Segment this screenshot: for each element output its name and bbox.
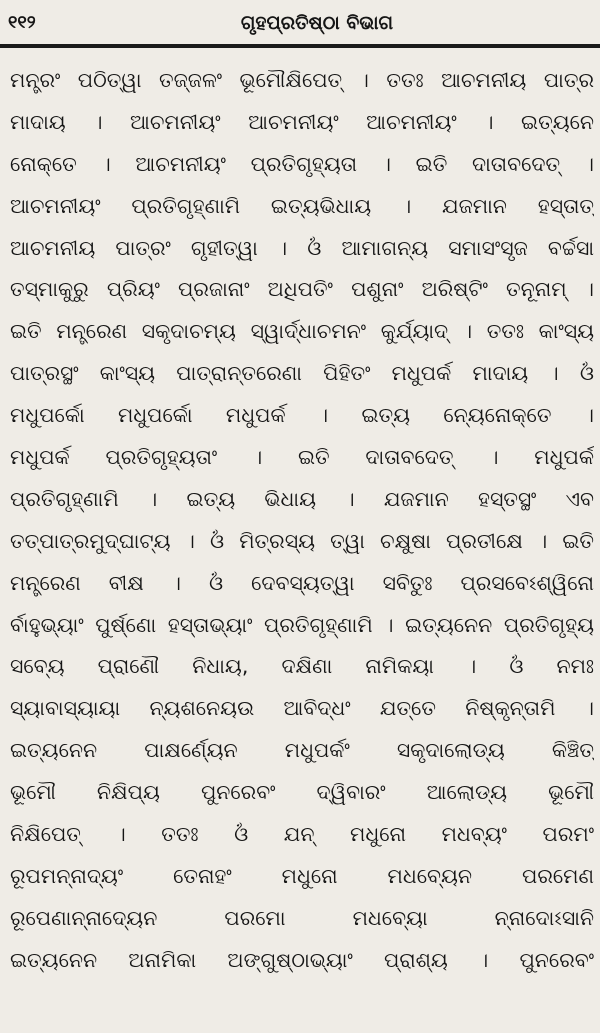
text-line: ଇତ୍ୟନେନ ପାକ୍ଷର୍ଣ୍ୟେନ ମଧୁପର୍କଂ ସକୃଦାଲୋଡ୍ୟ କିଞ୍ଚିତ୍	[10, 738, 594, 763]
text-line: ଆଚମନୀୟଂ ପ୍ରତିଗୃହ୍ଣାମି ଇତ୍ୟଭିଧାୟ । ଯଜମାନ ହସ୍ତାତ୍	[10, 193, 594, 218]
text-line: ଇତ୍ୟନେନ ଅନାମିକା ଅଙ୍ଗୁଷ୍ଠାଭ୍ୟାଂ ପ୍ରାଶ୍ୟ । ପୁନରେବଂ	[10, 947, 594, 972]
page-header	[0, 0, 600, 48]
text-line: ଇତି ମନ୍ତ୍ରେଣ ସକୃଦାଚମ୍ୟ ସ୍ୱାର୍ଦ୍ଧାଚମନଂ କୁର୍ଯ୍ୟାଦ୍ । ତତଃ କାଂସ୍ୟ	[10, 319, 594, 344]
body-text	[10, 60, 594, 1025]
running-title: ଗୃହପ୍ରତିଷ୍ଠା ବିଭାଗ	[240, 12, 394, 34]
text-line: ତସ୍ମାକୁରୁ ପ୍ରିୟଂ ପ୍ରଜାନାଂ ଅଧିପତିଂ ପଶୁନାଂ ଅରିଷ୍ଟିଂ ତନୂନାମ୍ ।	[10, 277, 594, 302]
text-line: ମାଦାୟ । ଆଚମନୀୟଂ ଆଚମନୀୟଂ ଆଚମନୀୟଂ । ଇତ୍ୟନେ	[10, 109, 594, 134]
text-line: ପାତ୍ରସ୍ଥଂ କାଂସ୍ୟ ପାତ୍ରାନ୍ତରେଣା ପିହିତଂ ମଧୁପର୍କ ମାଦାୟ । ଓଁ	[10, 361, 594, 386]
text-line: ମନ୍ତ୍ରଂ ପଠିତ୍ୱା ତଜ୍ଜଳଂ ଭୂମୌକ୍ଷିପେତ୍ । ତତଃ ଆଚମନୀୟ ପାତ୍ର	[10, 68, 594, 92]
text-line: ରୂପେଣାନ୍ନାଦ୍ୟେନ ପରମୋ ମଧବ୍ୟୋ ନ୍ନାଦୋଽସାନି	[10, 905, 594, 930]
text-line: ଭୂମୌ ନିକ୍ଷିପ୍ୟ ପୁନରେବଂ ଦ୍ୱିବାରଂ ଆଲୋଡ୍ୟ ଭୂମୌ	[10, 780, 594, 805]
text-line: ମଧୁପର୍କ ପ୍ରତିଗୃହ୍ୟତାଂ । ଇତି ଦାତାବଦେତ୍ । ମଧୁପର୍କ	[10, 445, 594, 470]
text-line: ତତ୍ପାତ୍ରମୁଦ୍‌ଘାଟ୍ୟ । ଓଁ ମିତ୍ରସ୍ୟ ତ୍ୱା ଚକ୍ଷୁଷା ପ୍ରତୀକ୍ଷେ । ଇତି	[10, 528, 594, 553]
text-line: ନୋକ୍ତେ । ଆଚମନୀୟଂ ପ୍ରତିଗୃହ୍ୟତା । ଇତି ଦାତାବଦେତ୍ ।	[10, 151, 594, 176]
text-line: ରୂପମନ୍ନାଦ୍ୟଂ ତେନାହଂ ମଧୁନୋ ମଧବ୍ୟେନ ପରମେଣ	[10, 863, 594, 888]
text-line: ପ୍ରତିଗୃହ୍ଣାମି । ଇତ୍ୟ ଭିଧାୟ । ଯଜମାନ ହସ୍ତସ୍ଥଂ ଏବ	[10, 486, 594, 511]
text-line: ମନ୍ତ୍ରେଣ ବୀକ୍ଷ । ଓଁ ଦେବସ୍ୟତ୍ୱା ସବିତୁଃ ପ୍ରସବେଽଶ୍ୱିନୋ	[10, 570, 594, 595]
text-line: ସ୍ୟାବାସ୍ୟାୟା ନ୍ୟଶନେୟଉ ଆବିଦ୍ଧଂ ଯତ୍ତେ ନିଷ୍କୃନ୍ତାମି ।	[10, 696, 594, 721]
text-line: ସବ୍ୟେ ପ୍ରାଣୌ ନିଧାୟ, ଦକ୍ଷିଣା ନାମିକୟା । ଓଁ ନମଃ	[10, 654, 594, 679]
text-line: ନିକ୍ଷିପେତ୍ । ତତଃ ଓଁ ଯନ୍ ମଧୁନୋ ମଧବ୍ୟଂ ପରମଂ	[10, 822, 594, 847]
text-line: ମଧୁପର୍କୋ ମଧୁପର୍କୋ ମଧୁପର୍କ । ଇତ୍ୟ ନ୍ୟେନୋକ୍ତେ ।	[10, 403, 594, 428]
text-line: ର୍ବାହୁଭ୍ୟାଂ ପୁର୍ଷ୍ଣୋ ହସ୍ତାଭ୍ୟାଂ ପ୍ରତିଗୃହ୍ଣାମି । ଇତ୍ୟନେନ ପ୍ରତିଗୃହ୍ୟ	[10, 612, 594, 637]
page-number: ୧୧୨	[8, 12, 36, 33]
text-line: ଆଚମନୀୟ ପାତ୍ରଂ ଗୃହୀତ୍ୱା । ଓଁ ଆମାଗନ୍ୟ ସମାସଂସୃଜ ବର୍ଚ୍ଚସା	[10, 235, 594, 260]
